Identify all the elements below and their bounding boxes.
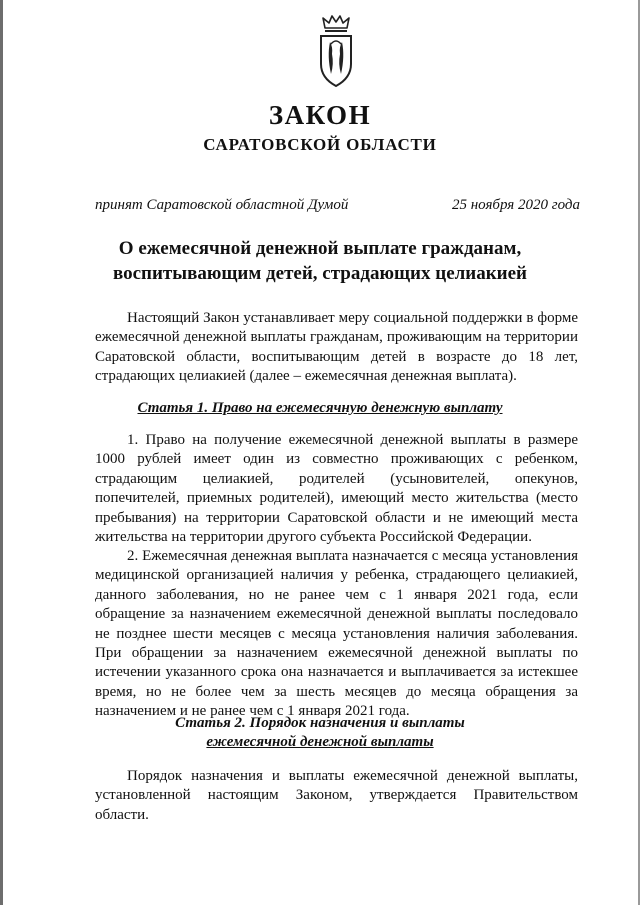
coat-of-arms-icon [316, 14, 356, 90]
preamble-paragraph: Настоящий Закон устанавливает меру социальной поддержки в форме ежемесячной денежной выплаты гражданам, проживающим на территории Саратовской области, воспитывающим детей в возрасте до 18 лет, страдающих целиакией (далее – ежемесячная денежная выплата). [95, 310, 578, 385]
article-1-paragraph-2: 2. Ежемесячная денежная выплата назначается с месяца установления медицинской организацией наличия у ребенка, страдающего целиакией, данного заболевания, но не ранее чем с 1 января 2021 года, если обращение за назначением ежемесячной денежной выплаты последовало не позднее шести месяцев с месяца установления наличия заболевания. При обращении за назначением ежемесячной денежной выплаты по истечении указанного срока она назначается и выплачивается за истекшее время, но не более чем за шесть месяцев до месяца обращения за назначением и не ранее чем с 1 января 2021 года. [95, 548, 578, 720]
article-2-heading-line-2: ежемесячной денежной выплаты [206, 734, 434, 751]
article-1-heading: Статья 1. Право на ежемесячную денежную выплату [137, 400, 503, 416]
law-name [0, 236, 640, 286]
document-title: ЗАКОН [268, 100, 372, 130]
adopted-by: принят Саратовской областной Думой [95, 197, 349, 213]
law-name-line-1: О ежемесячной денежной выплате гражданам, [118, 238, 522, 259]
article-2-heading-line-1: Статья 2. Порядок назначения и выплаты [175, 715, 465, 731]
article-2-paragraph-1: Порядок назначения и выплаты ежемесячной денежной выплаты, установленной настоящим Законом, утверждается Правительством области. [95, 768, 578, 823]
law-name-line-2: воспитывающим детей, страдающих целиакией [112, 263, 528, 284]
article-2-heading [0, 714, 640, 753]
document-subtitle: САРАТОВСКОЙ ОБЛАСТИ [203, 135, 437, 154]
article-1-paragraph-1: 1. Право на получение ежемесячной денежной выплаты в размере 1000 рублей имеет один из совместно проживающих с ребенком, страдающим целиакией, родителей (усыновителей, опекунов, попечителей, приемных родителей), имеющий место жительства (место пребывания) на территории Саратовской области и не имеющий места жительства на территории другого субъекта Российской Федерации. [95, 432, 578, 546]
adoption-date: 25 ноября 2020 года [451, 197, 580, 213]
